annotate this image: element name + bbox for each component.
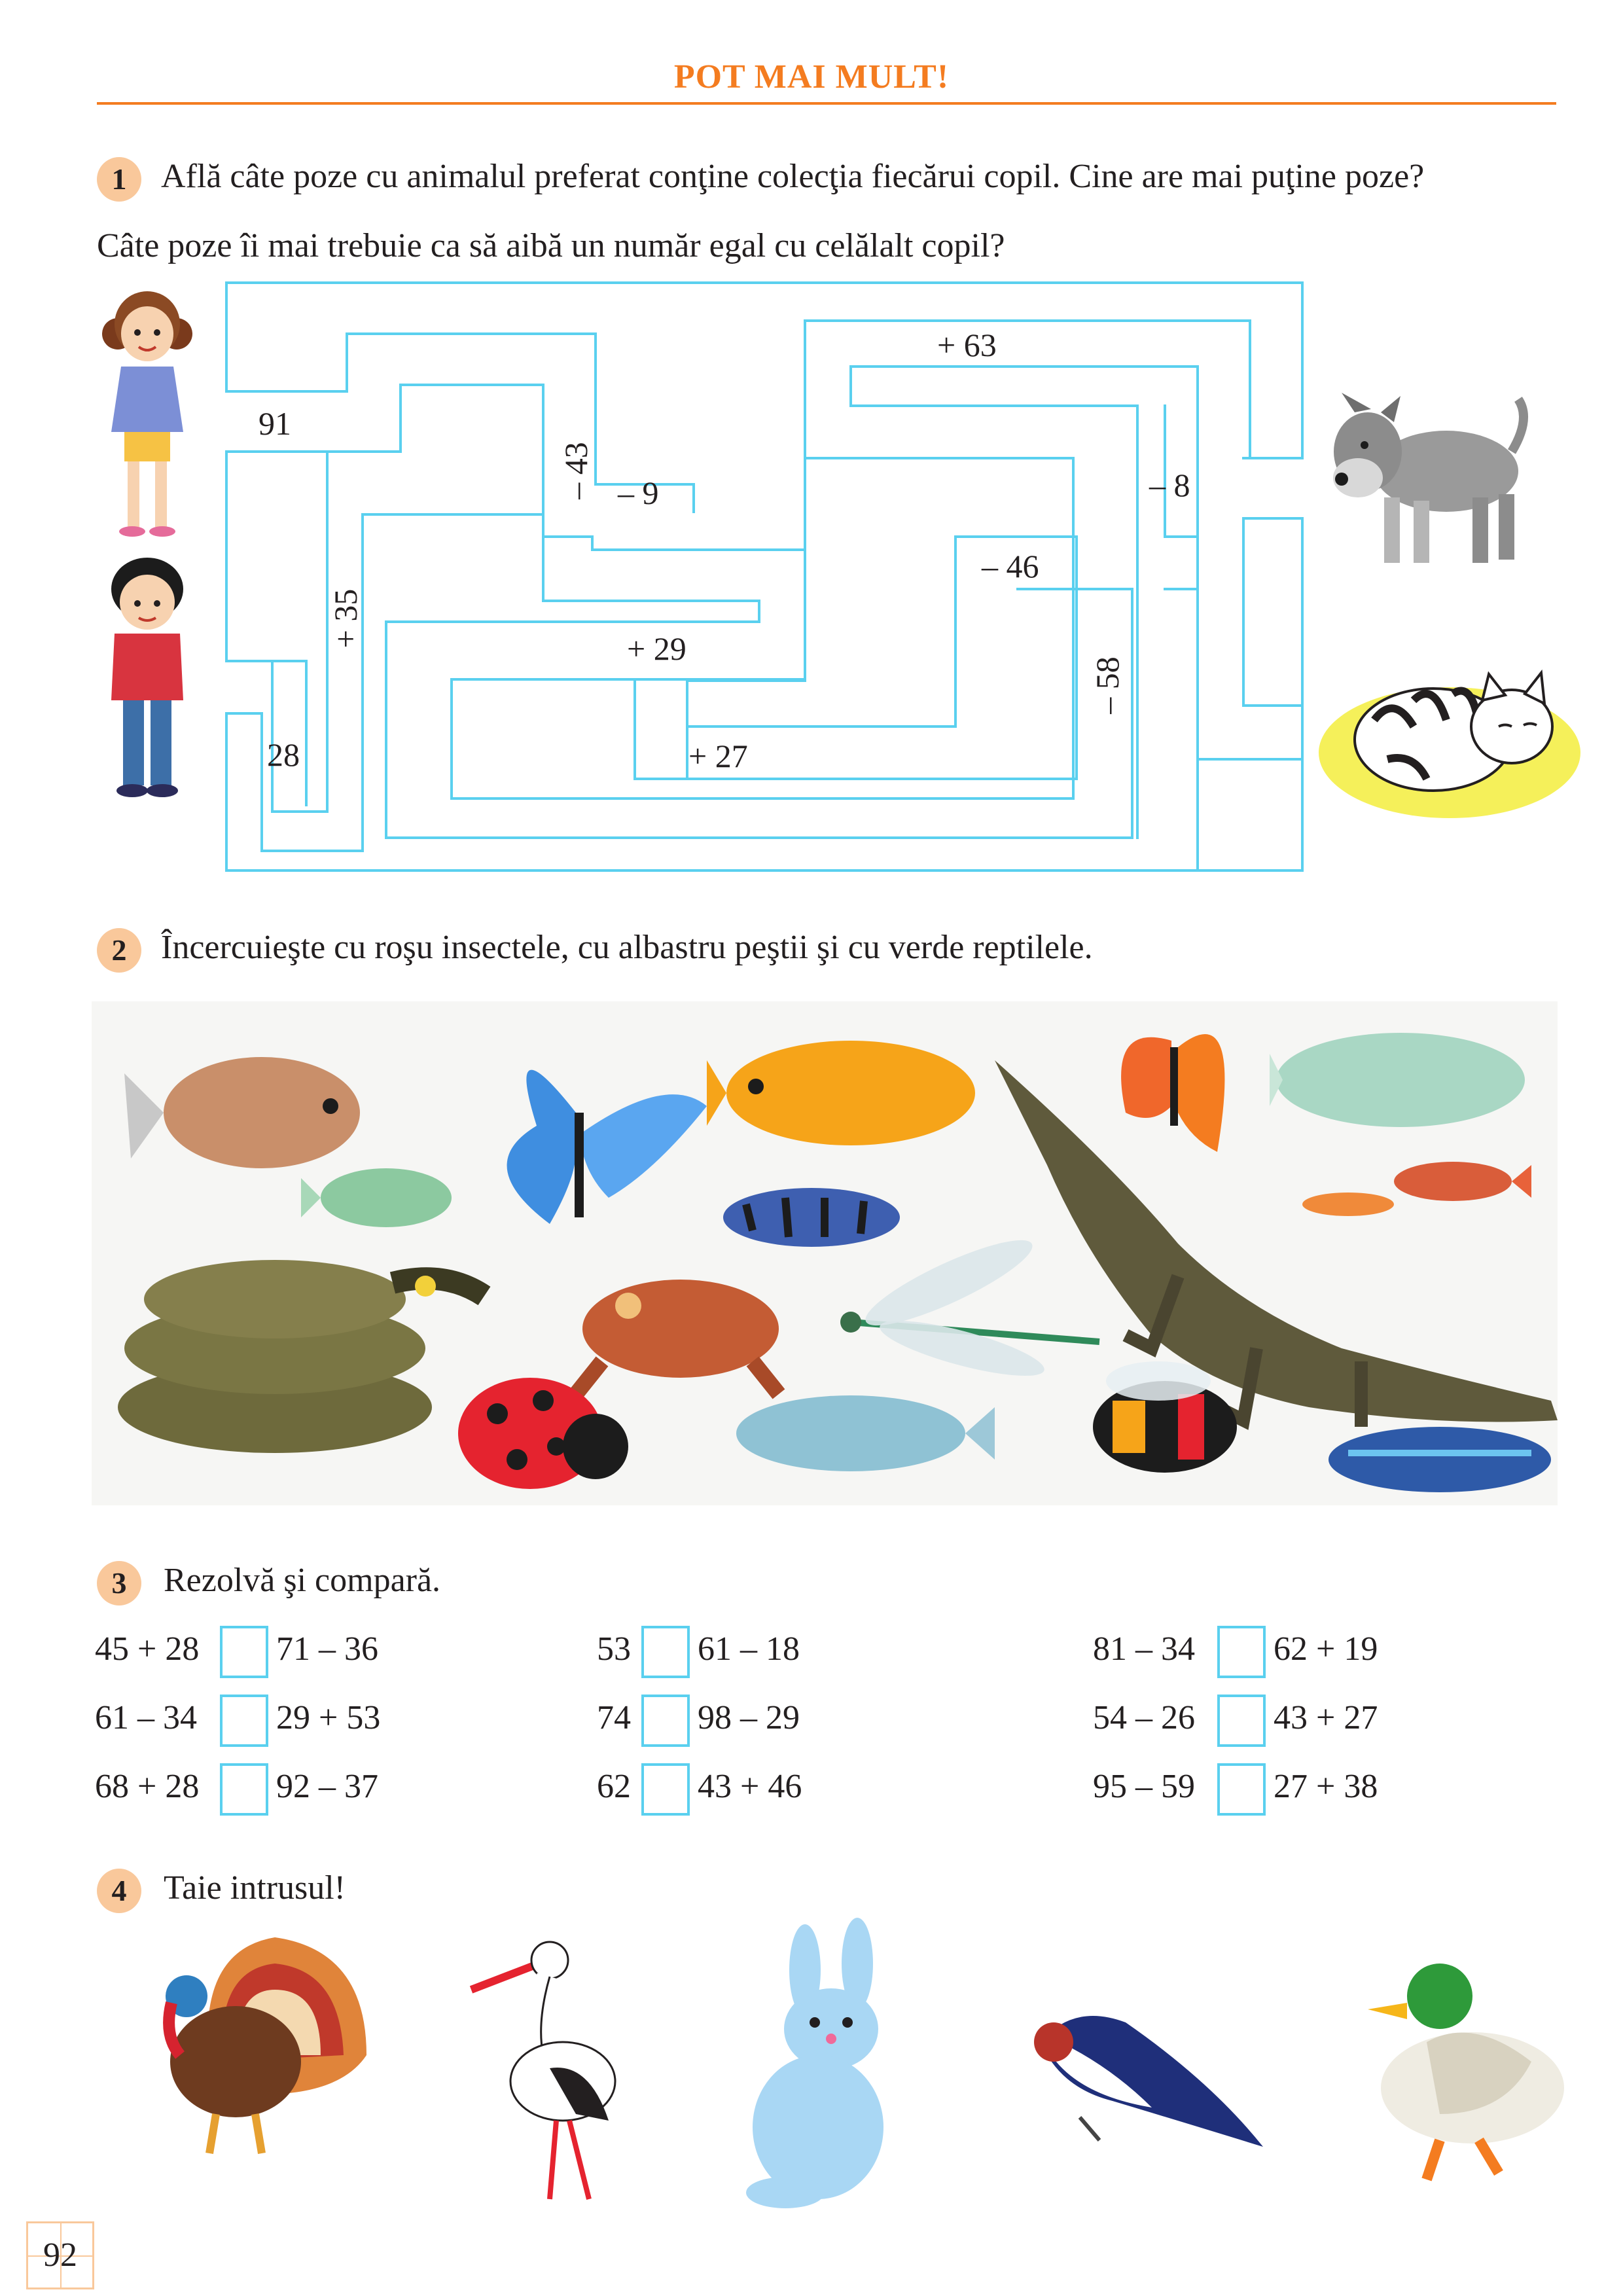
page-title: POT MAI MULT! xyxy=(673,58,950,96)
compare-left: 68 + 28 xyxy=(95,1768,200,1805)
turkey[interactable] xyxy=(166,1937,366,2153)
compare-left: 74 xyxy=(597,1699,631,1736)
compare-left: 81 – 34 xyxy=(1093,1630,1195,1668)
maze-op-minus-46: – 46 xyxy=(982,548,1039,584)
maze-op-minus-43: – 43 xyxy=(558,442,594,499)
maze-op-plus-63: + 63 xyxy=(937,327,997,363)
compare-right: 27 + 38 xyxy=(1274,1768,1378,1805)
exercise-1-line1: Află câte poze cu animalul preferat conţine colecţia fiecărui copil. Cine are mai puţine poze? xyxy=(161,158,1425,195)
rabbit[interactable] xyxy=(746,1918,883,2208)
exercise-4-number: 4 xyxy=(97,1869,141,1913)
maze-op-minus-9: – 9 xyxy=(618,475,659,511)
exercise-2-number: 2 xyxy=(97,928,141,973)
exercise-1-line2: Câte poze îi mai trebuie ca să aibă un număr egal cu celălalt copil? xyxy=(97,227,1005,264)
maze-start-boy: 28 xyxy=(267,736,300,773)
compare-right: 43 + 27 xyxy=(1274,1699,1378,1736)
maze-op-minus-8: – 8 xyxy=(1149,467,1190,503)
exercise-3-number: 3 xyxy=(97,1561,141,1605)
maze-start-girl: 91 xyxy=(259,405,291,442)
compare-right: 71 – 36 xyxy=(276,1630,378,1668)
compare-right: 61 – 18 xyxy=(698,1630,800,1668)
compare-right: 43 + 46 xyxy=(698,1768,802,1805)
maze-op-plus-29: + 29 xyxy=(627,630,687,667)
compare-left: 62 xyxy=(597,1768,631,1805)
compare-left: 45 + 28 xyxy=(95,1630,200,1668)
compare-left: 61 – 34 xyxy=(95,1699,197,1736)
stork[interactable] xyxy=(471,1942,615,2199)
compare-right: 92 – 37 xyxy=(276,1768,378,1805)
page-number: 92 xyxy=(43,2236,77,2274)
exercise-2-text: Încercuieşte cu roşu insectele, cu albastru peştii şi cu verde reptilele. xyxy=(161,929,1093,966)
compare-right: 62 + 19 xyxy=(1274,1630,1378,1668)
compare-left: 54 – 26 xyxy=(1093,1699,1195,1736)
exercise-3-text: Rezolvă şi compară. xyxy=(164,1562,441,1599)
compare-left: 53 xyxy=(597,1630,631,1668)
duck[interactable] xyxy=(1368,1964,1564,2179)
maze-op-minus-58: – 58 xyxy=(1089,656,1126,714)
exercise-1-number: 1 xyxy=(97,157,141,202)
compare-right: 29 + 53 xyxy=(276,1699,381,1736)
swallow[interactable] xyxy=(1034,2016,1263,2147)
maze-op-plus-35: + 35 xyxy=(327,588,364,649)
exercise-4-text: Taie intrusul! xyxy=(164,1869,346,1907)
compare-left: 95 – 59 xyxy=(1093,1768,1195,1805)
maze-op-plus-27: + 27 xyxy=(688,738,748,774)
compare-right: 98 – 29 xyxy=(698,1699,800,1736)
